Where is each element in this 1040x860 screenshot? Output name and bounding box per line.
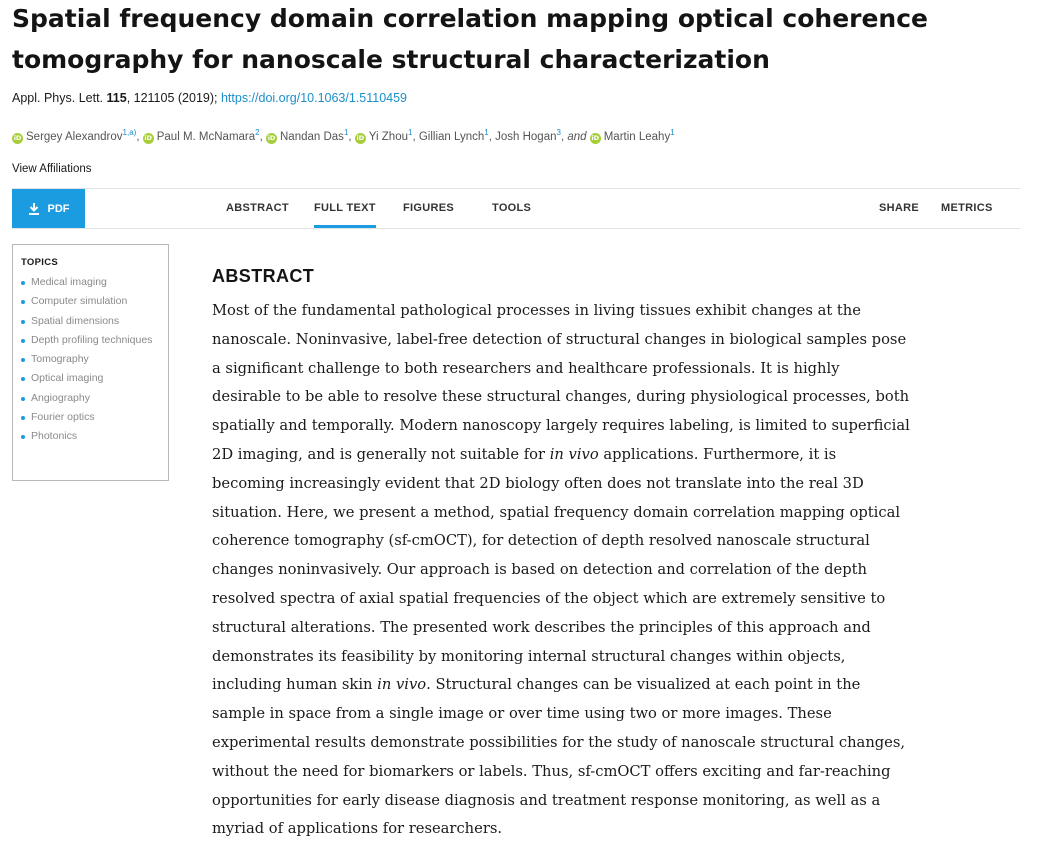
author-name[interactable]: Yi Zhou: [368, 130, 408, 143]
topics-list: [21, 273, 160, 447]
abstract-part-2: applications. Furthermore, it is becoming increasingly evident that 2D biology often does not translate into the real 3D situation. Here, we present a method, spatial frequency domain correlation mapping optical coherence tomography (sf-cmOCT), for detection of depth resolved nanoscale structural changes noninvasively. Our approach is based on detection and correlation of the depth resolved spectra of axial spatial frequencies of the object which are extremely sensitive to structural alterations. The presented work describes the principles of this approach and demonstrates its feasibility by monitoring internal structural changes within objects, including human skin: [212, 445, 901, 694]
topic-item[interactable]: Optical imaging: [21, 369, 160, 388]
author-item[interactable]: [418, 128, 489, 143]
topics-title: TOPICS: [21, 257, 58, 268]
author-affiliation[interactable]: 1,a): [122, 128, 137, 137]
author-item[interactable]: [266, 128, 349, 143]
topic-item[interactable]: Photonics: [21, 427, 160, 446]
doi-link[interactable]: https://doi.org/10.1063/1.5110459: [220, 91, 408, 105]
pdf-label: PDF: [47, 202, 70, 215]
share-button[interactable]: SHARE: [879, 202, 920, 214]
author-item[interactable]: [12, 128, 137, 143]
author-affiliation[interactable]: 3: [556, 128, 561, 137]
citation: [12, 91, 407, 105]
author-item[interactable]: [143, 128, 260, 143]
tab-full-text[interactable]: FULL TEXT: [314, 189, 376, 228]
abstract-text: [212, 297, 912, 844]
orcid-icon[interactable]: iD: [267, 133, 276, 142]
author-item[interactable]: [355, 128, 413, 143]
in-vivo-term: in vivo: [549, 445, 599, 463]
abstract-heading: ABSTRACT: [212, 266, 315, 286]
topic-item[interactable]: Medical imaging: [21, 273, 160, 292]
author-affiliation[interactable]: 2: [255, 128, 260, 137]
author-affiliation[interactable]: 1: [343, 128, 349, 137]
author-affiliation[interactable]: 1: [484, 128, 489, 137]
tab-figures[interactable]: FIGURES: [403, 202, 454, 214]
download-icon: [28, 202, 40, 216]
orcid-icon[interactable]: iD: [13, 133, 22, 142]
topic-item[interactable]: Spatial dimensions: [21, 312, 160, 331]
author-list: iD Sergey Alexandrov$^{1,a)}$, iD Paul M. McNamara$^2$, iD Nandan Das$^1$, iD Yi Zhou$^1$, Gillian Lynch$^1$, Josh Hogan$^3$, and iD Martin Leahy$^1$: [13, 128, 675, 143]
abstract-part-1: Most of the fundamental pathological processes in living tissues exhibit changes at the nanoscale. Noninvasive, label-free detection of structural changes in biological samples pose a significant challenge to both researchers and healthcare professionals. It is highly desirable to be able to resolve these structural changes, during physiological processes, both spatially and temporally. Modern nanoscopy largely requires labeling, is limited to superficial 2D imaging, and is generally not suitable for: [212, 302, 910, 463]
tab-abstract[interactable]: ABSTRACT: [226, 202, 289, 214]
author-name[interactable]: Paul M. McNamara: [156, 130, 256, 143]
author-item[interactable]: [495, 128, 561, 143]
topic-item[interactable]: Tomography: [21, 350, 160, 369]
author-name[interactable]: Gillian Lynch: [418, 130, 485, 143]
and-word: and: [567, 130, 587, 143]
author-name[interactable]: Nandan Das: [280, 130, 344, 143]
journal-volume: 115: [106, 91, 127, 105]
article-navbar: [12, 188, 1020, 229]
view-affiliations-link[interactable]: View Affiliations: [12, 163, 92, 175]
tab-tools[interactable]: TOOLS: [492, 202, 532, 214]
author-affiliation[interactable]: 1: [670, 128, 675, 137]
author-name[interactable]: Sergey Alexandrov: [26, 130, 123, 143]
metrics-button[interactable]: METRICS: [941, 202, 993, 214]
topic-item[interactable]: Angiography: [21, 389, 160, 408]
abstract-part-3: . Structural changes can be visualized at each point in the sample in space from a single image or over time using two or more images. These experimental results demonstrate possibilities for the study of nanoscale structural changes, without the need for biomarkers or labels. Thus, sf-cmOCT offers exciting and far-reaching opportunities for early disease diagnosis and treatment response monitoring, as well as a myriad of applications for researchers.: [212, 676, 906, 838]
orcid-icon[interactable]: iD: [144, 133, 153, 142]
author-name[interactable]: Martin Leahy: [603, 130, 671, 143]
topic-item[interactable]: Fourier optics: [21, 408, 160, 427]
article-title: Spatial frequency domain correlation mapping optical coherence tomography for nanoscale structural characterization: [12, 4, 929, 74]
author-name[interactable]: Josh Hogan: [495, 130, 557, 143]
orcid-icon[interactable]: iD: [591, 133, 600, 142]
journal-name: Appl. Phys. Lett.: [12, 91, 104, 105]
orcid-icon[interactable]: iD: [356, 133, 365, 142]
topic-item[interactable]: Depth profiling techniques: [21, 331, 160, 350]
in-vivo-term: in vivo: [377, 676, 427, 694]
topics-panel: [12, 244, 169, 481]
author-affiliation[interactable]: 1: [408, 128, 413, 137]
citation-details: , 121105 (2019);: [126, 91, 218, 105]
author-item[interactable]: [590, 128, 675, 143]
pdf-button[interactable]: [12, 189, 85, 228]
topic-item[interactable]: Computer simulation: [21, 292, 160, 311]
